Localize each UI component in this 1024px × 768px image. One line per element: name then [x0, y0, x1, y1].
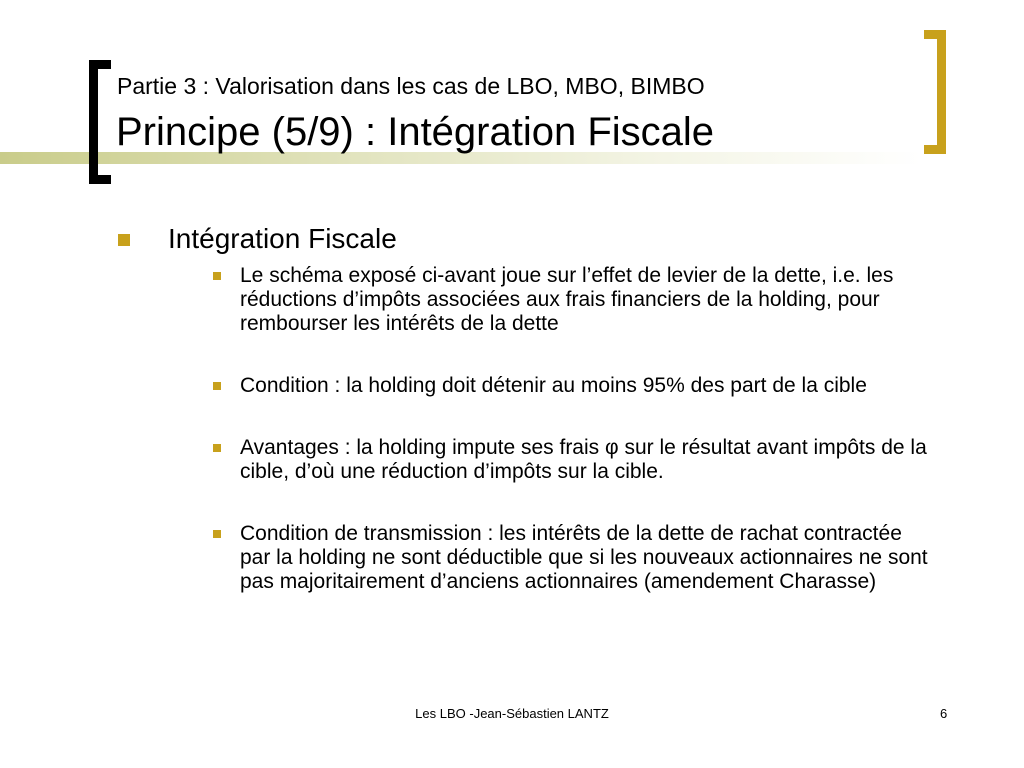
- right-bracket-decor: [924, 30, 946, 154]
- square-bullet-icon: [213, 444, 221, 452]
- sub-bullet-text: Avantages : la holding impute ses frais φ sur le résultat avant impôts de la cible, d’où une réduction d’impôts sur la cible.: [240, 436, 927, 483]
- main-bullet-item: [118, 222, 978, 256]
- page-number: 6: [940, 706, 948, 721]
- sub-bullet-text: Condition : la holding doit détenir au moins 95% des part de la cible: [240, 374, 867, 397]
- sub-bullet-list: [213, 264, 978, 594]
- sub-bullet-text: Le schéma exposé ci-avant joue sur l’effet de levier de la dette, i.e. les réductions d’impôts associées aux frais financiers de la holding, pour rembourser les intérêts de la dette: [240, 264, 894, 335]
- square-bullet-icon: [213, 382, 221, 390]
- left-bracket-decor: [89, 60, 111, 184]
- main-bullet-text: Intégration Fiscale: [168, 223, 397, 254]
- sub-bullet-item: [213, 522, 933, 594]
- sub-bullet-item: [213, 374, 933, 398]
- sub-bullet-item: [213, 264, 933, 336]
- square-bullet-icon: [213, 272, 221, 280]
- slide-subtitle: Partie 3 : Valorisation dans les cas de LBO, MBO, BIMBO: [117, 73, 705, 99]
- square-bullet-icon: [118, 234, 130, 246]
- slide-title: Principe (5/9) : Intégration Fiscale: [116, 110, 715, 154]
- slide-body: [118, 222, 978, 594]
- sub-bullet-item: [213, 436, 933, 484]
- square-bullet-icon: [213, 530, 221, 538]
- footer-author: Les LBO -Jean-Sébastien LANTZ: [415, 706, 609, 721]
- sub-bullet-text: Condition de transmission : les intérêts de la dette de rachat contractée par la holding ne sont déductible que si les nouveaux actionnaires ne sont pas majoritairement d’anciens actionnaires (amendement Charasse): [240, 522, 928, 593]
